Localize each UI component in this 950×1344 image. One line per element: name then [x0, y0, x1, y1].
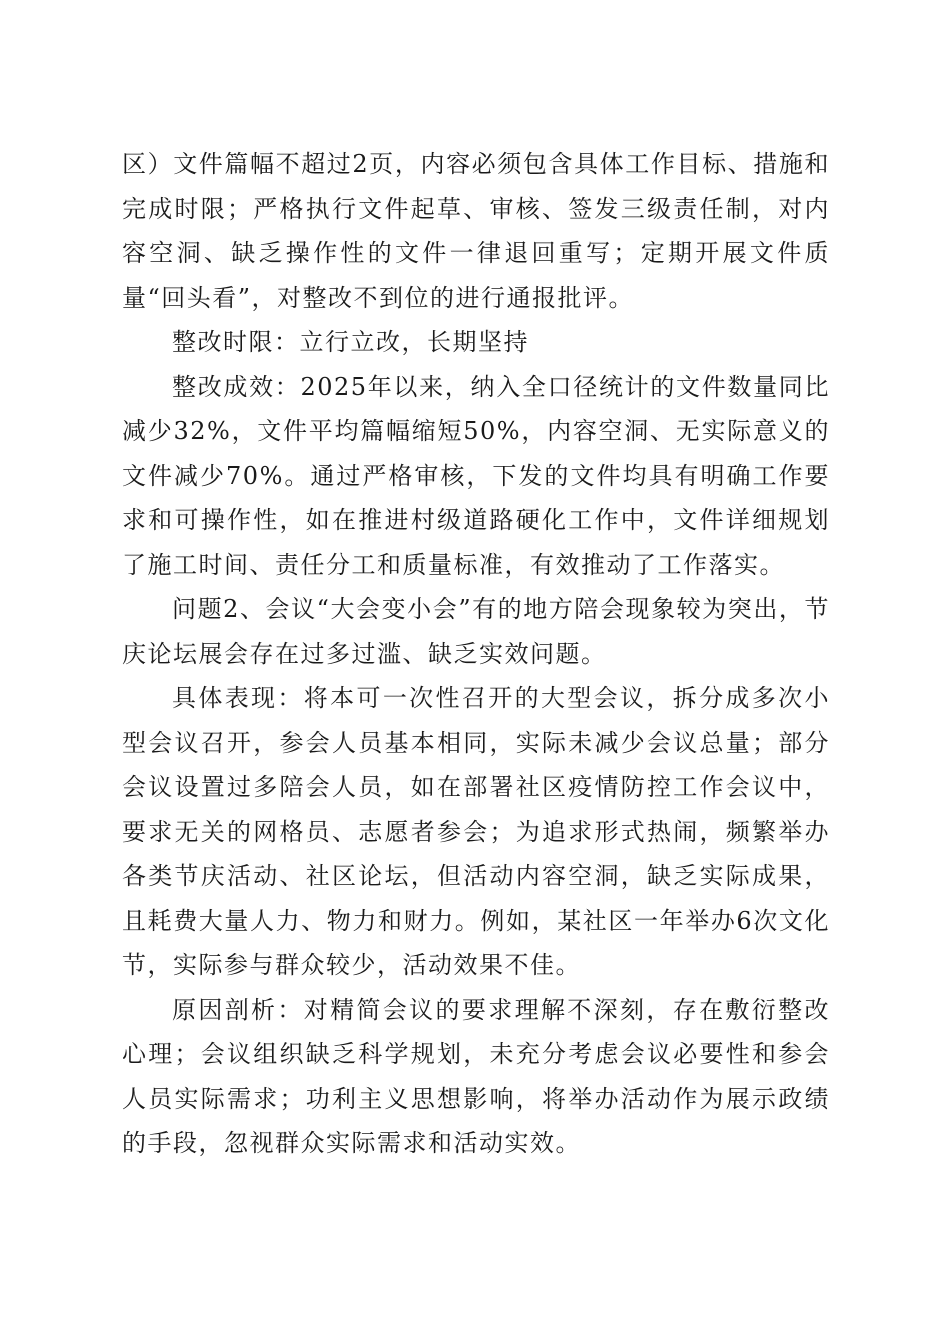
paragraph-rectification-deadline: 整改时限：立行立改，长期坚持 [172, 328, 529, 356]
paragraph-cause-analysis: 原因剖析：对精简会议的要求理解不深刻，存在敷衍整改心理；会议组织缺乏科学规划，未充分考虑会议必要性和参会人员实际需求；功利主义思想影响，将举办活动作为展示政绩的手段，忽视群众实际需求和活动实效。 [122, 995, 830, 1157]
paragraph-specific-manifestations: 具体表现：将本可一次性召开的大型会议，拆分成多次小型会议召开，参会人员基本相同，实际未减少会议总量；部分会议设置过多陪会人员，如在部署社区疫情防控工作会议中，要求无关的网格员、志愿者参会；为追求形式热闹，频繁举办各类节庆活动、社区论坛，但活动内容空洞，缺乏实际成果，且耗费大量人力、物力和财力。例如，某社区一年举办6次文化节，实际参与群众较少，活动效果不佳。 [122, 684, 830, 979]
paragraph-problem-2-heading: 问题2、会议“大会变小会”有的地方陪会现象较为突出，节庆论坛展会存在过多过滥、缺乏实效问题。 [122, 595, 830, 668]
paragraph-file-length-requirements: 区）文件篇幅不超过2页，内容必须包含具体工作目标、措施和完成时限；严格执行文件起草、审核、签发三级责任制，对内容空洞、缺乏操作性的文件一律退回重写；定期开展文件质量“回头看”，对整改不到位的进行通报批评。 [122, 150, 830, 312]
paragraph-rectification-results: 整改成效：2025年以来，纳入全口径统计的文件数量同比减少32%，文件平均篇幅缩短50%，内容空洞、无实际意义的文件减少70%。通过严格审核，下发的文件均具有明确工作要求和可操作性，如在推进村级道路硬化工作中，文件详细规划了施工时间、责任分工和质量标准，有效推动了工作落实。 [122, 372, 830, 579]
document-body [122, 142, 830, 1166]
